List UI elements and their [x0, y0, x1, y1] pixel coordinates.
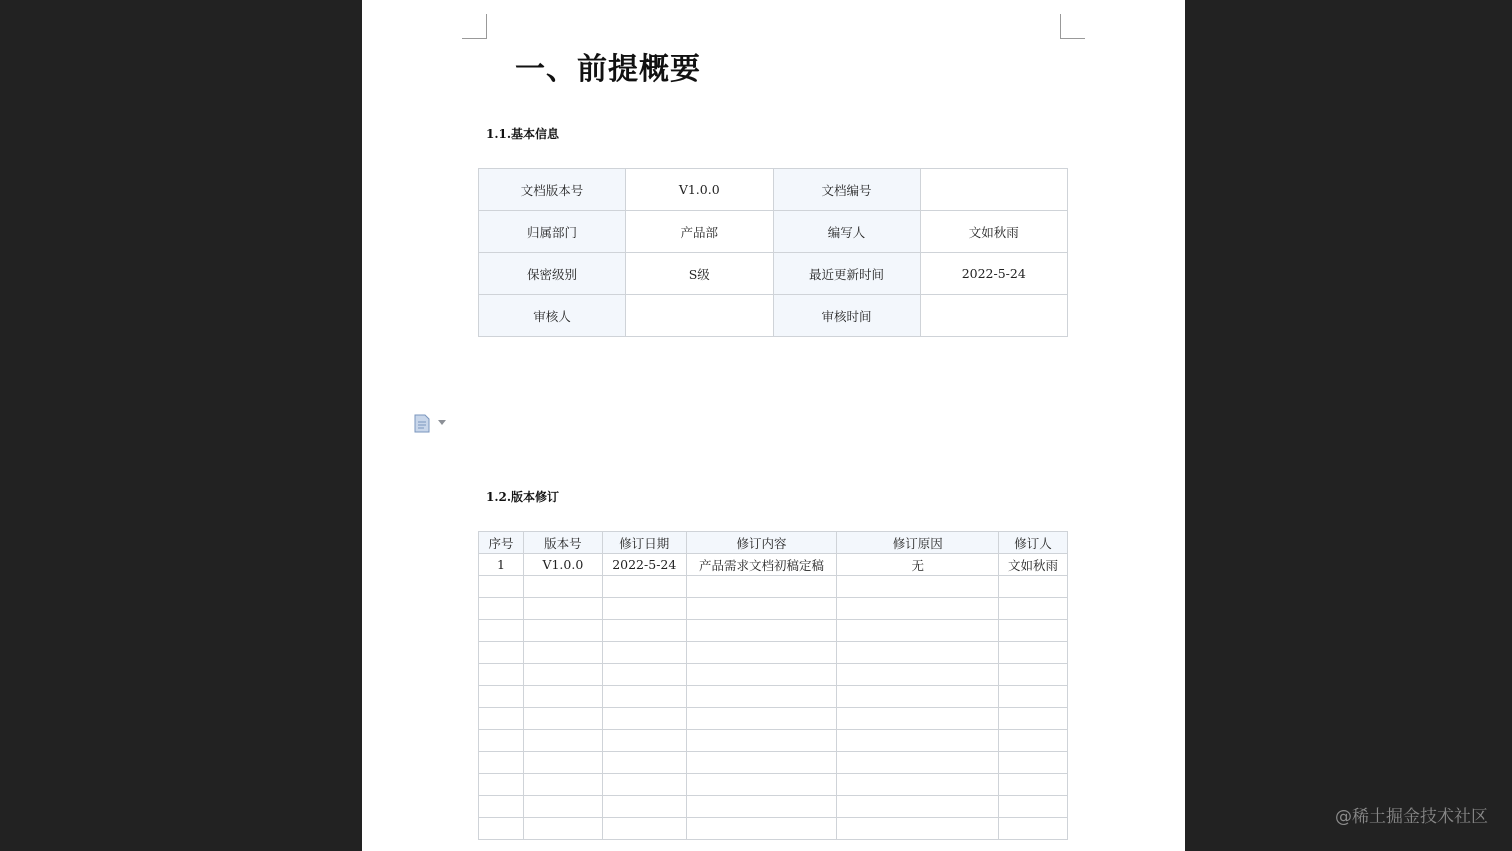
revision-cell[interactable]: [602, 642, 686, 664]
info-label-cell[interactable]: 文档版本号: [479, 169, 626, 211]
revision-cell[interactable]: [602, 664, 686, 686]
revision-cell[interactable]: [837, 796, 999, 818]
revision-cell[interactable]: [523, 752, 602, 774]
revision-cell[interactable]: [999, 686, 1068, 708]
revision-cell[interactable]: [837, 664, 999, 686]
revision-cell[interactable]: [523, 686, 602, 708]
revision-cell[interactable]: [523, 730, 602, 752]
revision-cell[interactable]: [837, 686, 999, 708]
revision-cell[interactable]: [479, 708, 524, 730]
revision-row-empty: [479, 796, 1068, 818]
revision-cell[interactable]: [523, 708, 602, 730]
revision-cell[interactable]: [479, 818, 524, 840]
revision-cell[interactable]: [602, 752, 686, 774]
revision-row-empty: [479, 752, 1068, 774]
revision-cell[interactable]: [686, 620, 837, 642]
watermark: @稀土掘金技术社区: [1335, 807, 1488, 827]
revision-cell[interactable]: [602, 620, 686, 642]
revision-cell[interactable]: [523, 796, 602, 818]
section-title-revisions: 1.2.版本修订: [486, 490, 560, 504]
revision-cell[interactable]: [479, 796, 524, 818]
info-value-cell[interactable]: [625, 295, 773, 337]
info-value-cell[interactable]: S级: [625, 253, 773, 295]
revision-cell[interactable]: [837, 730, 999, 752]
info-label-cell[interactable]: 最近更新时间: [773, 253, 920, 295]
revision-cell[interactable]: [686, 708, 837, 730]
revision-row-empty: [479, 686, 1068, 708]
revision-cell[interactable]: 2022-5-24: [602, 554, 686, 576]
info-row: [479, 211, 1068, 253]
revision-header-cell[interactable]: 修订内容: [686, 532, 837, 554]
revision-cell[interactable]: [999, 620, 1068, 642]
revision-header-cell[interactable]: 版本号: [523, 532, 602, 554]
info-value-cell[interactable]: [920, 169, 1068, 211]
revision-cell[interactable]: [999, 664, 1068, 686]
revision-row-empty: [479, 774, 1068, 796]
revision-cell[interactable]: [999, 730, 1068, 752]
revision-cell[interactable]: [602, 576, 686, 598]
revision-header-cell[interactable]: 修订人: [999, 532, 1068, 554]
revision-cell[interactable]: [999, 598, 1068, 620]
revision-row-empty: [479, 664, 1068, 686]
revision-cell[interactable]: [602, 796, 686, 818]
revision-cell[interactable]: [837, 774, 999, 796]
revision-cell[interactable]: [479, 598, 524, 620]
info-row: [479, 295, 1068, 337]
revision-cell[interactable]: [999, 796, 1068, 818]
info-label-cell[interactable]: 审核时间: [773, 295, 920, 337]
revision-cell[interactable]: [686, 818, 837, 840]
info-label-cell[interactable]: 审核人: [479, 295, 626, 337]
revision-cell[interactable]: [837, 708, 999, 730]
revision-cell[interactable]: [686, 576, 837, 598]
revision-cell[interactable]: 1: [479, 554, 524, 576]
revision-cell[interactable]: [686, 774, 837, 796]
revision-cell[interactable]: [523, 818, 602, 840]
revision-cell[interactable]: [686, 598, 837, 620]
revision-cell[interactable]: [999, 576, 1068, 598]
info-row: [479, 253, 1068, 295]
info-value-cell[interactable]: 产品部: [625, 211, 773, 253]
revision-cell[interactable]: [523, 642, 602, 664]
revision-row-empty: [479, 818, 1068, 840]
revision-cell[interactable]: [479, 576, 524, 598]
document-page: [362, 0, 1185, 851]
revision-cell[interactable]: [686, 752, 837, 774]
revision-table: [478, 531, 1068, 840]
revision-cell[interactable]: [602, 686, 686, 708]
document-icon[interactable]: [414, 414, 430, 433]
revision-cell[interactable]: [837, 642, 999, 664]
revision-cell[interactable]: 文如秋雨: [999, 554, 1068, 576]
revision-cell[interactable]: [523, 620, 602, 642]
revision-cell[interactable]: [999, 642, 1068, 664]
revision-cell[interactable]: [837, 818, 999, 840]
revision-cell[interactable]: [523, 576, 602, 598]
revision-cell[interactable]: V1.0.0: [523, 554, 602, 576]
revision-cell[interactable]: 无: [837, 554, 999, 576]
revision-cell[interactable]: [523, 774, 602, 796]
info-value-cell[interactable]: [920, 295, 1068, 337]
revision-cell[interactable]: [523, 664, 602, 686]
revision-cell[interactable]: [837, 620, 999, 642]
revision-row: [479, 554, 1068, 576]
revision-cell[interactable]: [602, 598, 686, 620]
revision-cell[interactable]: 产品需求文档初稿定稿: [686, 554, 837, 576]
revision-cell[interactable]: [479, 774, 524, 796]
revision-cell[interactable]: [686, 642, 837, 664]
revision-cell[interactable]: [686, 730, 837, 752]
section-title-basic-info: 1.1.基本信息: [486, 127, 560, 141]
basic-info-table: [478, 168, 1068, 337]
revision-cell[interactable]: [479, 664, 524, 686]
revision-cell[interactable]: [999, 818, 1068, 840]
heading-1: 一、前提概要: [515, 52, 701, 87]
info-value-cell[interactable]: 2022-5-24: [920, 253, 1068, 295]
info-label-cell[interactable]: 归属部门: [479, 211, 626, 253]
margin-corner-top-right: [1060, 14, 1085, 39]
revision-header-cell[interactable]: 序号: [479, 532, 524, 554]
revision-row-empty: [479, 576, 1068, 598]
revision-cell[interactable]: [602, 708, 686, 730]
revision-cell[interactable]: [686, 796, 837, 818]
revision-cell[interactable]: [602, 818, 686, 840]
revision-cell[interactable]: [686, 686, 837, 708]
info-row: [479, 169, 1068, 211]
revision-cell[interactable]: [479, 752, 524, 774]
revision-row-empty: [479, 642, 1068, 664]
revision-cell[interactable]: [479, 642, 524, 664]
revision-row-empty: [479, 730, 1068, 752]
revision-cell[interactable]: [837, 576, 999, 598]
info-value-cell[interactable]: V1.0.0: [625, 169, 773, 211]
revision-cell[interactable]: [602, 774, 686, 796]
revision-cell[interactable]: [523, 598, 602, 620]
info-label-cell[interactable]: 保密级别: [479, 253, 626, 295]
revision-cell[interactable]: [999, 774, 1068, 796]
revision-row-empty: [479, 598, 1068, 620]
revision-row-empty: [479, 708, 1068, 730]
revision-cell[interactable]: [837, 752, 999, 774]
revision-header-cell[interactable]: 修订原因: [837, 532, 999, 554]
margin-corner-top-left: [462, 14, 487, 39]
revision-header-cell[interactable]: 修订日期: [602, 532, 686, 554]
revision-cell[interactable]: [686, 664, 837, 686]
info-label-cell[interactable]: 编写人: [773, 211, 920, 253]
revision-cell[interactable]: [602, 730, 686, 752]
revision-cell[interactable]: [999, 752, 1068, 774]
revision-cell[interactable]: [479, 620, 524, 642]
info-label-cell[interactable]: 文档编号: [773, 169, 920, 211]
revision-cell[interactable]: [837, 598, 999, 620]
revision-cell[interactable]: [999, 708, 1068, 730]
revision-cell[interactable]: [479, 730, 524, 752]
info-value-cell[interactable]: 文如秋雨: [920, 211, 1068, 253]
revision-row-empty: [479, 620, 1068, 642]
chevron-down-icon[interactable]: [438, 420, 446, 425]
revision-cell[interactable]: [479, 686, 524, 708]
